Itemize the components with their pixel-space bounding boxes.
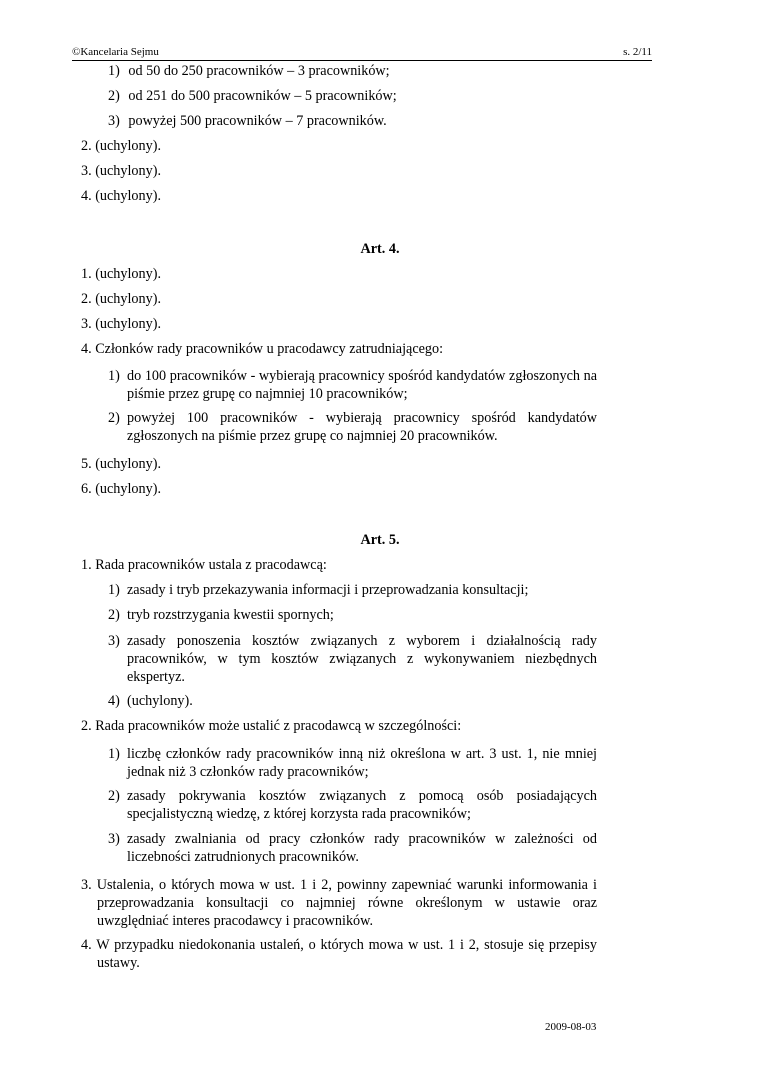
item-number: 2) — [108, 410, 120, 426]
paragraph: 2. (uchylony). — [81, 291, 161, 307]
paragraph: 3. (uchylony). — [81, 316, 161, 332]
document-date: 2009-08-03 — [545, 1021, 597, 1033]
list-item — [108, 87, 397, 105]
item-number: 4) — [108, 693, 120, 709]
paragraph: 6. (uchylony). — [81, 481, 161, 497]
list-item — [108, 745, 597, 781]
paragraph: 5. (uchylony). — [81, 456, 161, 472]
item-text: liczbę członków rady pracowników inną niż określona w art. 3 ust. 1, nie mniej jednak niż 3 członków rady pracowników; — [127, 746, 597, 780]
item-number: 1) — [108, 582, 120, 598]
list-item — [108, 581, 597, 599]
item-text: do 100 pracowników - wybierają pracownicy spośród kandydatów zgłoszonych na piśmie przez grupę co najmniej 10 pracowników; — [127, 368, 597, 402]
list-item — [108, 606, 597, 624]
item-number: 2) — [108, 788, 120, 804]
paragraph: 4. W przypadku niedokonania ustaleń, o których mowa w ust. 1 i 2, stosuje się przepisy ustawy. — [81, 937, 597, 971]
item-text: od 251 do 500 pracowników – 5 pracowników; — [128, 88, 397, 104]
item-number: 3) — [108, 113, 120, 129]
list-item — [108, 367, 597, 403]
paragraph: 4. Członków rady pracowników u pracodawcy zatrudniającego: — [81, 341, 444, 357]
item-text: zasady zwalniania od pracy członków rady pracowników w zależności od liczebności zatrudnionych pracowników. — [127, 831, 597, 865]
item-text: zasady ponoszenia kosztów związanych z wyborem i działalnością rady pracowników, w tym kosztów związanych z wykonywaniem niezbędnych ekspertyz. — [127, 633, 597, 685]
item-number: 3) — [108, 633, 120, 649]
article-title: Art. 4. — [360, 241, 400, 257]
paragraph: 2. Rada pracowników może ustalić z pracodawcą w szczególności: — [81, 718, 462, 734]
publisher-label: ©Kancelaria Sejmu — [72, 46, 159, 58]
list-item — [108, 62, 390, 80]
item-text: zasady i tryb przekazywania informacji i przeprowadzania konsultacji; — [127, 582, 529, 598]
list-item — [108, 112, 387, 130]
list-item — [108, 830, 597, 866]
page-header — [72, 46, 652, 61]
item-number: 3) — [108, 831, 120, 847]
paragraph: 4. (uchylony). — [81, 188, 161, 204]
list-item — [108, 632, 597, 686]
list-item — [108, 692, 597, 710]
item-number: 1) — [108, 368, 120, 384]
item-text: zasady pokrywania kosztów związanych z pomocą osób posiadających specjalistyczną wiedzę, z której korzysta rada pracowników; — [127, 788, 597, 822]
item-text: powyżej 100 pracowników - wybierają pracownicy spośród kandydatów zgłoszonych na piśmie przez grupę co najmniej 20 pracowników. — [127, 410, 597, 444]
paragraph: 1. Rada pracowników ustala z pracodawcą: — [81, 557, 327, 573]
list-item — [108, 409, 597, 445]
article-title: Art. 5. — [360, 532, 400, 548]
item-text: od 50 do 250 pracowników – 3 pracowników; — [128, 63, 390, 79]
item-text: (uchylony). — [127, 693, 193, 709]
list-item — [108, 787, 597, 823]
paragraph: 3. (uchylony). — [81, 163, 161, 179]
item-number: 1) — [108, 746, 120, 762]
paragraph: 2. (uchylony). — [81, 138, 161, 154]
paragraph: 3. Ustalenia, o których mowa w ust. 1 i 2, powinny zapewniać warunki informowania i przeprowadzania konsultacji co najmniej równe określonym w ustawie oraz uwzględniać interes pracodawcy i pracowników. — [81, 877, 597, 929]
item-text: powyżej 500 pracowników – 7 pracowników. — [128, 113, 387, 129]
page-number: s. 2/11 — [623, 46, 652, 58]
item-number: 2) — [108, 88, 120, 104]
item-number: 2) — [108, 607, 120, 623]
item-text: tryb rozstrzygania kwestii spornych; — [127, 607, 334, 623]
paragraph: 1. (uchylony). — [81, 266, 161, 282]
item-number: 1) — [108, 63, 120, 79]
